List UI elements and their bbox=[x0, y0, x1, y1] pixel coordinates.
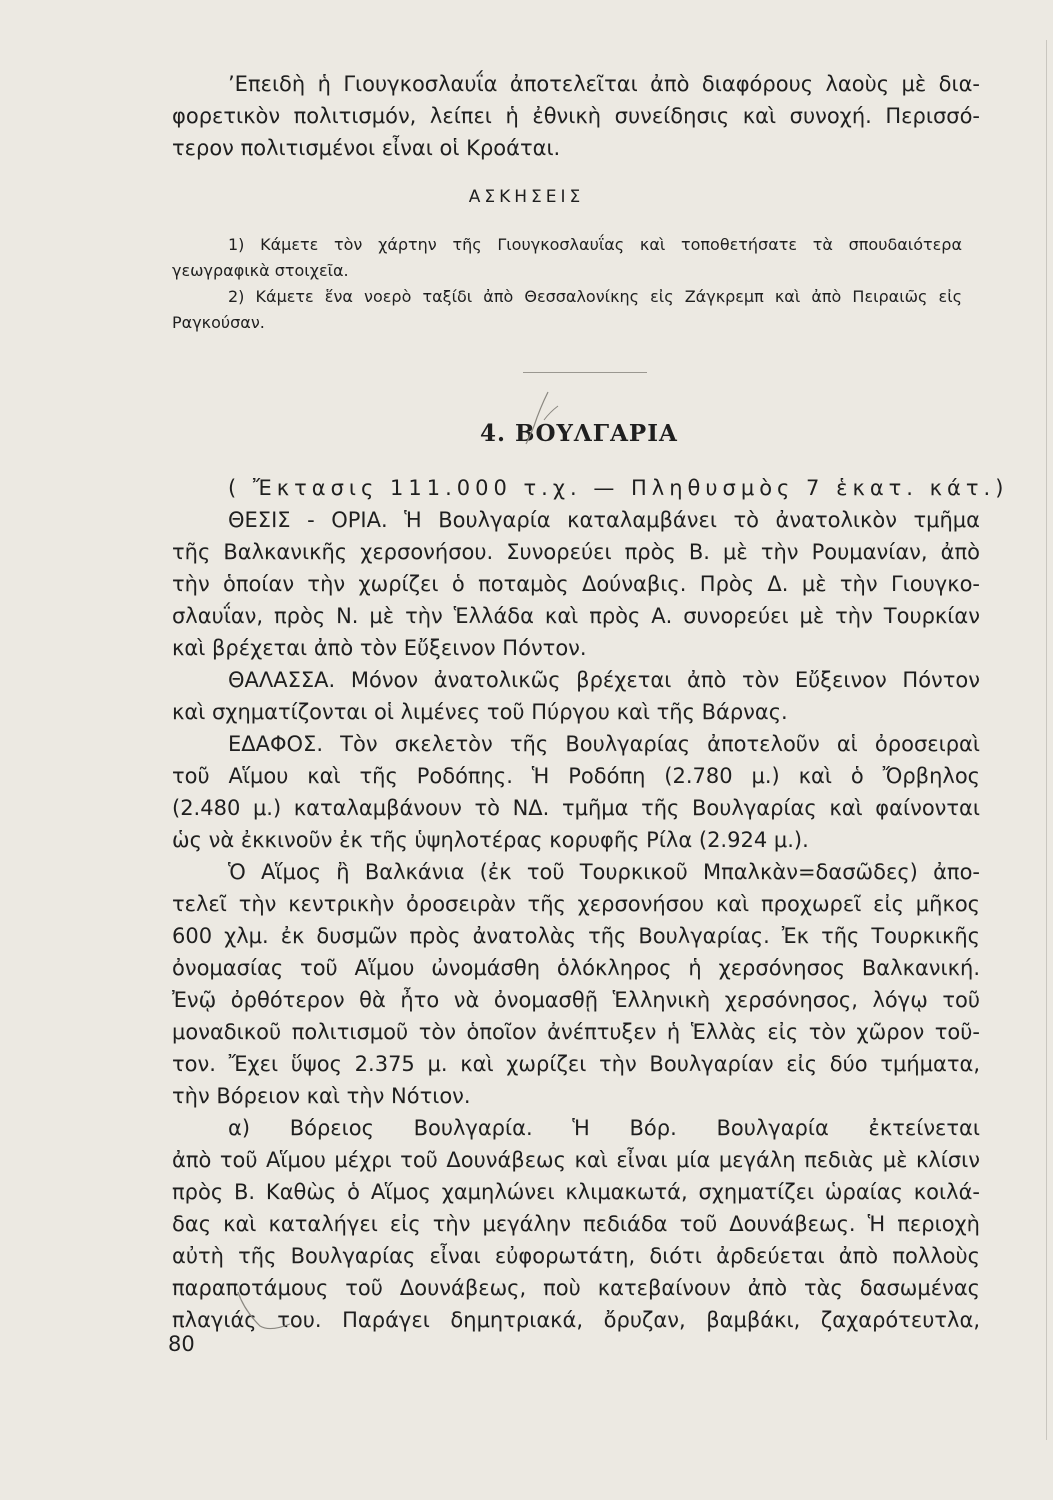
text-line: ’Επειδὴ ἡ Γιουγκοσλαυΐα ἀποτελεῖται ἀπὸ διαφόρους λαοὺς μὲ δια- bbox=[228, 72, 980, 96]
text-line: ὀνομασίας τοῦ Αἵμου ὠνομάσθη ὁλόκληρος ἡ χερσόνησος Βαλκανική. bbox=[172, 956, 980, 980]
exercises-list bbox=[172, 232, 962, 336]
text-line: σλαυΐαν, πρὸς Ν. μὲ τὴν Ἑλλάδα καὶ πρὸς Α. συνορεύει μὲ τὴν Τουρκίαν bbox=[172, 604, 980, 628]
text-line: δας καὶ καταλήγει εἰς τὴν μεγάλην πεδιάδα τοῦ Δουνάβεως. Ἡ περιοχὴ bbox=[172, 1212, 980, 1236]
exercise-line: 1) Κάμετε τὸν χάρτην τῆς Γιουγκοσλαυΐας καὶ τοποθετήσατε τὰ σπουδαιότερα bbox=[228, 235, 962, 254]
intro-paragraph bbox=[172, 68, 980, 164]
text-line: (2.480 μ.) καταλαμβάνουν τὸ ΝΔ. τμῆμα τῆς Βουλγαρίας καὶ φαίνονται bbox=[172, 796, 980, 820]
text-line: καὶ βρέχεται ἀπὸ τὸν Εὔξεινον Πόντον. bbox=[172, 636, 587, 660]
text-line: καὶ σχηματίζονται οἱ λιμένες τοῦ Πύργου καὶ τῆς Βάρνας. bbox=[172, 700, 788, 724]
text-line: ὡς νὰ ἐκκινοῦν ἐκ τῆς ὑψηλοτέρας κορυφῆς Ρίλα (2.924 μ.). bbox=[172, 828, 809, 852]
text-line: Ὁ Αἵμος ἢ Βαλκάνια (ἐκ τοῦ Τουρκικοῦ Μπαλκὰν=δασῶδες) ἀπο- bbox=[228, 860, 980, 884]
section-divider bbox=[523, 372, 647, 373]
exercise-line: γεωγραφικὰ στοιχεῖα. bbox=[172, 261, 349, 280]
text-line: ΘΕΣΙΣ - ΟΡΙΑ. Ἡ Βουλγαρία καταλαμβάνει τὸ ἀνατολικὸν τμῆμα bbox=[228, 508, 980, 532]
text-line: τελεῖ τὴν κεντρικὴν ὀροσειρὰν τῆς χερσονήσου καὶ προχωρεῖ εἰς μῆκος bbox=[172, 892, 980, 916]
text-line: τὴν Βόρειον καὶ τὴν Νότιον. bbox=[172, 1084, 471, 1108]
text-line: πλαγιάς του. Παράγει δημητριακά, ὄρυζαν, βαμβάκι, ζαχαρότευτλα, bbox=[172, 1308, 980, 1332]
text-line: ΘΑΛΑΣΣΑ. Μόνον ἀνατολικῶς βρέχεται ἀπὸ τὸν Εὔξεινον Πόντον bbox=[228, 668, 980, 692]
text-line: Ἐνῷ ὀρθότερον θὰ ἦτο νὰ ὀνομασθῇ Ἑλληνικὴ χερσόνησος, λόγῳ τοῦ bbox=[172, 988, 980, 1012]
text-line: τὴν ὁποίαν τὴν χωρίζει ὁ ποταμὸς Δούναβις. Πρὸς Δ. μὲ τὴν Γιουγκο- bbox=[172, 572, 980, 596]
text-line: τοῦ Αἵμου καὶ τῆς Ροδόπης. Ἡ Ροδόπη (2.780 μ.) καὶ ὁ Ὄρβηλος bbox=[172, 764, 980, 788]
text-line: τῆς Βαλκανικῆς χερσονήσου. Συνορεύει πρὸς Β. μὲ τὴν Ρουμανίαν, ἀπὸ bbox=[172, 540, 980, 564]
stats-line-wrap bbox=[172, 472, 1009, 504]
text-line: φορετικὸν πολιτισμόν, λείπει ἡ ἐθνικὴ συνείδησις καὶ συνοχή. Περισσό- bbox=[172, 104, 980, 128]
text-line: τερον πολιτισμένοι εἶναι οἱ Κροάται. bbox=[172, 136, 561, 160]
chapter-title: 4. ΒΟΥΛΓΑΡΙΑ bbox=[480, 420, 678, 447]
text-line: πρὸς Β. Καθὼς ὁ Αἵμος χαμηλώνει κλιμακωτά, σχηματίζει ὡραίας κοιλά- bbox=[172, 1180, 980, 1204]
text-line: αὐτὴ τῆς Βουλγαρίας εἶναι εὐφορωτάτη, διότι ἀρδεύεται ἀπὸ πολλοὺς bbox=[172, 1244, 980, 1268]
exercises-heading: ΑΣΚΗΣΕΙΣ bbox=[468, 187, 585, 207]
text-line: 600 χλμ. ἐκ δυσμῶν πρὸς ἀνατολὰς τῆς Βουλγαρίας. Ἐκ τῆς Τουρκικῆς bbox=[172, 924, 980, 948]
text-line: ΕΔΑΦΟΣ. Τὸν σκελετὸν τῆς Βουλγαρίας ἀποτελοῦν αἱ ὀροσειραὶ bbox=[228, 732, 980, 756]
page-number: 80 bbox=[168, 1332, 195, 1356]
text-line: μοναδικοῦ πολιτισμοῦ τὸν ὁποῖον ἀνέπτυξεν ἡ Ἑλλὰς εἰς τὸν χῶρον τοῦ- bbox=[172, 1020, 980, 1044]
stats-line: ( Ἔκτασις 111.000 τ.χ. — Πληθυσμὸς 7 ἑκατ. κάτ.) bbox=[228, 476, 1009, 500]
page-edge bbox=[1046, 40, 1047, 1440]
exercise-line: Ραγκούσαν. bbox=[172, 313, 265, 332]
text-line: α) Βόρειος Βουλγαρία. Ἡ Βόρ. Βουλγαρία ἐκτείνεται bbox=[228, 1116, 980, 1140]
text-line: τον. Ἔχει ὕψος 2.375 μ. καὶ χωρίζει τὴν Βουλγαρίαν εἰς δύο τμήματα, bbox=[172, 1052, 980, 1076]
body-text bbox=[172, 504, 980, 1336]
text-line: ἀπὸ τοῦ Αἵμου μέχρι τοῦ Δουνάβεως καὶ εἶναι μία μεγάλη πεδιὰς μὲ κλίσιν bbox=[172, 1148, 980, 1172]
exercise-line: 2) Κάμετε ἕνα νοερὸ ταξίδι ἀπὸ Θεσσαλονίκης εἰς Ζάγκρεμπ καὶ ἀπὸ Πειραιῶς εἰς bbox=[228, 287, 962, 306]
text-line: παραποτάμους τοῦ Δουνάβεως, ποὺ κατεβαίνουν ἀπὸ τὰς δασωμένας bbox=[172, 1276, 980, 1300]
